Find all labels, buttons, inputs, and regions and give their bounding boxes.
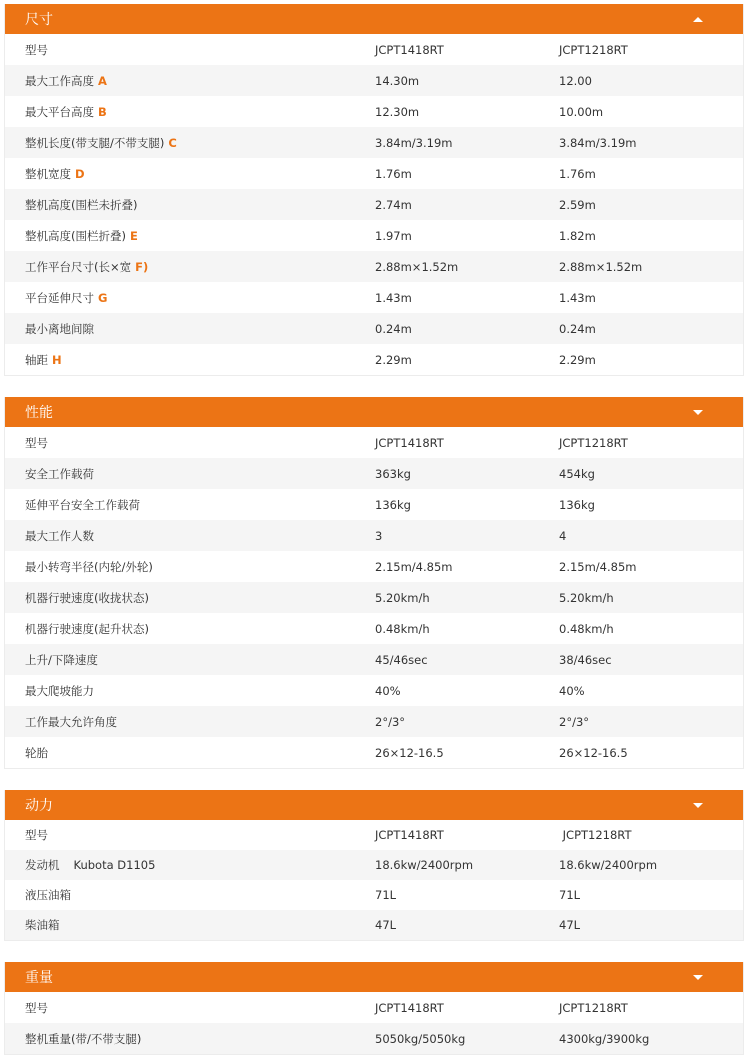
- section-title: 重量: [25, 970, 53, 986]
- row-label: 机器行驶速度(起升状态): [25, 621, 149, 636]
- table-row: [5, 613, 743, 644]
- value-model-1: 1.97m: [375, 228, 412, 243]
- table-row: [5, 127, 743, 158]
- row-label: 延伸平台安全工作载荷: [25, 497, 140, 512]
- value-model-2: 136kg: [559, 497, 595, 512]
- section-header-weight[interactable]: [5, 962, 743, 992]
- dimension-marker: E: [129, 228, 138, 243]
- dimension-marker: B: [98, 104, 107, 119]
- table-row: [5, 189, 743, 220]
- section-header-dimensions[interactable]: [5, 4, 743, 34]
- value-model-1: 0.24m: [375, 321, 412, 336]
- row-label: 轮胎: [25, 745, 48, 760]
- row-label: 安全工作载荷: [25, 466, 94, 481]
- dimension-marker: H: [52, 352, 62, 367]
- value-model-1: JCPT1418RT: [375, 435, 444, 450]
- row-label: 型号: [25, 828, 48, 842]
- value-model-1: 5.20km/h: [375, 590, 430, 605]
- value-model-2: 2°/3°: [559, 714, 590, 729]
- value-model-1: 1.76m: [375, 166, 412, 181]
- value-model-2: JCPT1218RT: [559, 1000, 628, 1015]
- table-row: [5, 489, 743, 520]
- value-model-1: 2°/3°: [375, 714, 406, 729]
- value-model-1: JCPT1418RT: [375, 828, 444, 842]
- table-row: [5, 427, 743, 458]
- dimension-marker: F): [135, 259, 149, 274]
- table-row: [5, 96, 743, 127]
- value-model-2: 1.82m: [559, 228, 596, 243]
- value-model-1: 2.15m/4.85m: [375, 559, 453, 574]
- value-model-2: 12.00: [559, 73, 592, 88]
- row-label: 整机长度(带支腿/不带支腿) C: [25, 135, 177, 150]
- table-row: [5, 313, 743, 344]
- value-model-1: 18.6kw/2400rpm: [375, 858, 474, 872]
- table-row: [5, 1023, 743, 1054]
- row-label: 最大工作高度 A: [25, 73, 107, 88]
- value-model-1: 45/46sec: [375, 652, 428, 667]
- value-model-2: 47L: [559, 918, 581, 932]
- section-title: 动力: [25, 798, 53, 814]
- value-model-1: 3: [375, 528, 383, 543]
- table-row: [5, 910, 743, 940]
- row-label: 柴油箱: [25, 918, 60, 932]
- value-model-2: JCPT1218RT: [559, 828, 632, 842]
- value-model-1: JCPT1418RT: [375, 1000, 444, 1015]
- caret-down-icon[interactable]: [693, 975, 703, 980]
- row-label: 整机重量(带/不带支腿): [25, 1031, 142, 1046]
- caret-down-icon[interactable]: [693, 803, 703, 808]
- table-row: [5, 992, 743, 1023]
- table-row: [5, 34, 743, 65]
- table-row: [5, 880, 743, 910]
- value-model-1: 2.29m: [375, 352, 412, 367]
- value-model-2: 4: [559, 528, 567, 543]
- section-performance: [4, 397, 744, 769]
- section-header-power[interactable]: [5, 790, 743, 820]
- row-label: 最小离地间隙: [25, 321, 94, 336]
- section-header-performance[interactable]: [5, 397, 743, 427]
- table-row: [5, 644, 743, 675]
- value-model-1: 14.30m: [375, 73, 420, 88]
- value-model-2: 4300kg/3900kg: [559, 1031, 650, 1046]
- value-model-2: JCPT1218RT: [559, 42, 628, 57]
- value-model-2: 38/46sec: [559, 652, 612, 667]
- row-label: 整机高度(围栏未折叠): [25, 197, 138, 212]
- value-model-1: 2.74m: [375, 197, 412, 212]
- value-model-2: 2.59m: [559, 197, 596, 212]
- section-weight: [4, 962, 744, 1055]
- row-label: 最小转弯半径(内轮/外轮): [25, 559, 153, 574]
- row-label: 工作平台尺寸(长×宽 F): [25, 259, 149, 274]
- row-label: 型号: [25, 1000, 48, 1015]
- value-model-2: 1.76m: [559, 166, 596, 181]
- value-model-1: 47L: [375, 918, 397, 932]
- table-row: [5, 344, 743, 375]
- table-row: [5, 520, 743, 551]
- row-label: 发动机 Kubota D1105: [25, 858, 156, 872]
- value-model-2: JCPT1218RT: [559, 435, 628, 450]
- row-label: 型号: [25, 435, 48, 450]
- table-row: [5, 820, 743, 850]
- dimension-marker: C: [168, 135, 177, 150]
- table-row: [5, 551, 743, 582]
- value-model-1: 71L: [375, 888, 397, 902]
- value-model-2: 454kg: [559, 466, 595, 481]
- table-row: [5, 582, 743, 613]
- value-model-2: 5.20km/h: [559, 590, 614, 605]
- value-model-2: 2.15m/4.85m: [559, 559, 637, 574]
- section-title: 尺寸: [25, 12, 53, 28]
- row-label: 型号: [25, 42, 48, 57]
- value-model-1: 2.88m×1.52m: [375, 259, 459, 274]
- dimension-marker: D: [75, 166, 85, 181]
- table-row: [5, 706, 743, 737]
- value-model-1: 26×12-16.5: [375, 745, 444, 760]
- table-row: [5, 675, 743, 706]
- row-label: 最大平台高度 B: [25, 104, 107, 119]
- value-model-2: 10.00m: [559, 104, 604, 119]
- value-model-1: 0.48km/h: [375, 621, 430, 636]
- caret-up-icon[interactable]: [693, 17, 703, 22]
- engine-model: Kubota D1105: [73, 858, 156, 872]
- row-label: 液压油箱: [25, 888, 71, 902]
- row-label: 整机高度(围栏折叠) E: [25, 228, 138, 243]
- value-model-2: 71L: [559, 888, 581, 902]
- section-power: [4, 790, 744, 941]
- value-model-2: 1.43m: [559, 290, 596, 305]
- value-model-1: 3.84m/3.19m: [375, 135, 453, 150]
- table-row: [5, 458, 743, 489]
- table-row: [5, 65, 743, 96]
- value-model-1: 12.30m: [375, 104, 420, 119]
- table-row: [5, 282, 743, 313]
- table-row: [5, 158, 743, 189]
- row-label: 上升/下降速度: [25, 652, 98, 667]
- dimension-marker: G: [98, 290, 108, 305]
- value-model-1: JCPT1418RT: [375, 42, 444, 57]
- value-model-2: 2.88m×1.52m: [559, 259, 643, 274]
- table-row: [5, 737, 743, 768]
- row-label: 平台延伸尺寸 G: [25, 290, 108, 305]
- value-model-1: 363kg: [375, 466, 411, 481]
- value-model-1: 40%: [375, 683, 401, 698]
- table-row: [5, 220, 743, 251]
- row-label: 机器行驶速度(收拢状态): [25, 590, 149, 605]
- value-model-2: 2.29m: [559, 352, 596, 367]
- value-model-1: 1.43m: [375, 290, 412, 305]
- caret-down-icon[interactable]: [693, 410, 703, 415]
- value-model-2: 18.6kw/2400rpm: [559, 858, 658, 872]
- row-label: 轴距 H: [25, 352, 62, 367]
- section-title: 性能: [25, 405, 53, 421]
- section-dimensions: [4, 4, 744, 376]
- value-model-2: 0.48km/h: [559, 621, 614, 636]
- value-model-1: 5050kg/5050kg: [375, 1031, 466, 1046]
- value-model-2: 3.84m/3.19m: [559, 135, 637, 150]
- table-row: [5, 850, 743, 880]
- row-label: 工作最大允许角度: [25, 714, 117, 729]
- row-label: 整机宽度 D: [25, 166, 85, 181]
- value-model-2: 40%: [559, 683, 585, 698]
- table-row: [5, 251, 743, 282]
- value-model-2: 0.24m: [559, 321, 596, 336]
- row-label: 最大爬坡能力: [25, 683, 94, 698]
- dimension-marker: A: [98, 73, 107, 88]
- value-model-1: 136kg: [375, 497, 411, 512]
- row-label: 最大工作人数: [25, 528, 94, 543]
- value-model-2: 26×12-16.5: [559, 745, 628, 760]
